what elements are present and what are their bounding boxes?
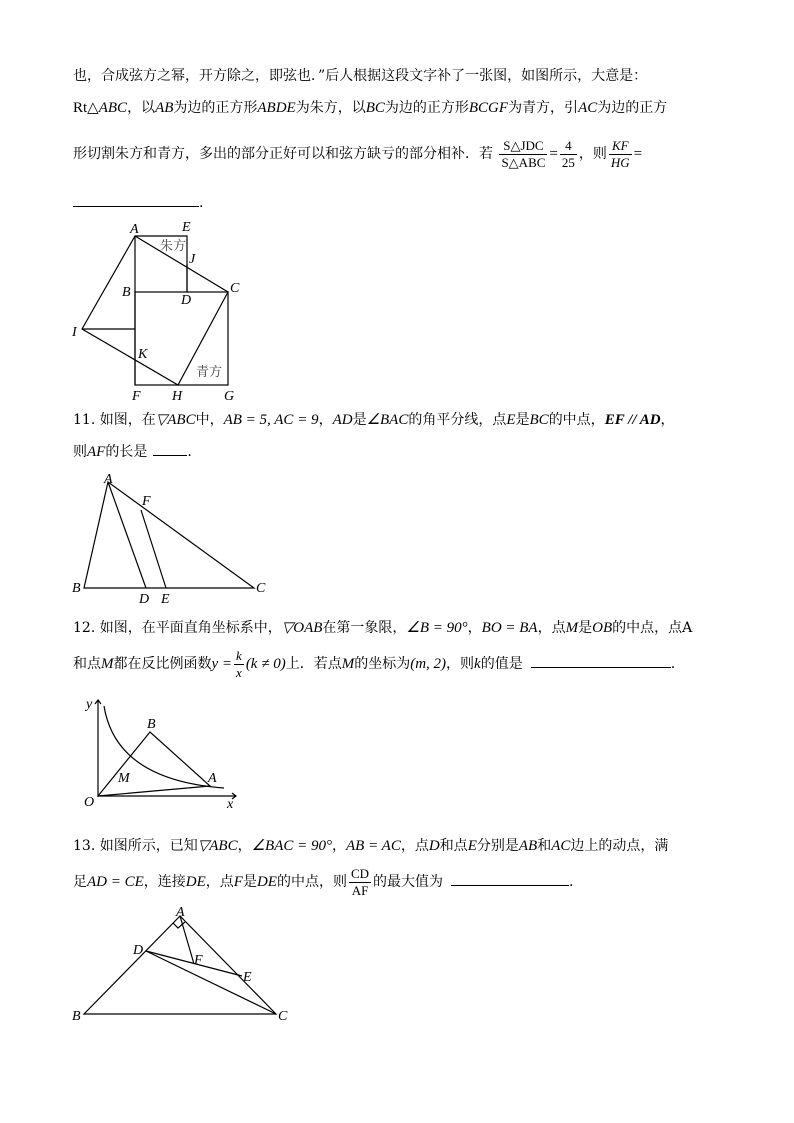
- label-qing: 青方: [196, 365, 223, 380]
- q13-t: 13. 如图所示，已知: [73, 838, 198, 854]
- q12-k: k: [474, 656, 481, 672]
- q11-e: E: [506, 412, 516, 428]
- label-e: E: [243, 970, 252, 985]
- q10-abc: ABC: [98, 100, 128, 116]
- label-g: G: [224, 389, 235, 404]
- segment-ad: [108, 482, 146, 588]
- q12-line-1: [73, 618, 692, 638]
- label-a: A: [208, 771, 217, 786]
- q12-eq: BO = BA: [481, 620, 538, 636]
- frac-den: x: [236, 664, 242, 680]
- q10-line-2: [73, 98, 667, 118]
- q10-t: 形切割朱方和青方，多出的部分正好可以和弦方缺亏的部分相补．若: [73, 146, 493, 162]
- q11-ad: AD: [332, 412, 353, 428]
- q13-de: DE: [185, 874, 206, 890]
- q10-t: 为边的正方: [597, 100, 668, 116]
- answer-blank[interactable]: [73, 192, 199, 207]
- q10-t: 为青方，引: [508, 100, 579, 116]
- equals: =: [633, 146, 643, 162]
- q12-m: M: [341, 656, 355, 672]
- q10-kf-over-hg: [609, 138, 632, 171]
- label-y: y: [86, 697, 93, 712]
- period: .: [569, 874, 574, 890]
- q10-bcgf: BCGF: [468, 100, 509, 116]
- q10-abde: ABDE: [257, 100, 296, 116]
- q13-figure: [66, 902, 306, 1027]
- frac-den: AF: [351, 882, 369, 898]
- label-a: A: [176, 905, 185, 920]
- q10-t: 为边的正方形: [384, 100, 469, 116]
- q13-t: 的中点，则: [276, 874, 347, 890]
- q12-cond: (k ≠ 0): [245, 656, 286, 672]
- q10-four-over-25: [560, 138, 577, 171]
- frac-num: CD: [350, 865, 370, 881]
- q11-triangle: ▽ABC: [155, 412, 196, 428]
- q12-t: 上．若点: [285, 656, 342, 672]
- q11-t: 11. 如图，在: [73, 412, 156, 428]
- q13-t: ，点: [400, 838, 429, 854]
- q10-t: 为朱方，以: [295, 100, 366, 116]
- q12-t: ，则: [446, 656, 475, 672]
- frac-num: KF: [609, 138, 632, 155]
- q13-t: 是: [242, 874, 257, 890]
- label-c: C: [256, 581, 266, 596]
- q13-eq: AB = AC: [346, 838, 401, 854]
- q13-ab: AB: [518, 838, 538, 854]
- q11-af: AF: [87, 444, 106, 460]
- answer-blank[interactable]: [451, 871, 569, 886]
- label-d: D: [139, 592, 150, 607]
- q13-t: 足: [73, 874, 87, 890]
- q13-cond: AD = CE: [87, 874, 144, 890]
- q13-triangle: ▽ABC: [197, 838, 238, 854]
- q10-bc: BC: [365, 100, 385, 116]
- frac-num: k: [236, 647, 242, 663]
- label-a: A: [130, 222, 139, 237]
- q12-t: 12. 如图，在平面直角坐标系中，: [73, 620, 282, 636]
- q13-t: ，点: [205, 874, 234, 890]
- q13-t: ，: [332, 838, 346, 854]
- label-b: B: [147, 717, 156, 732]
- label-i: I: [72, 325, 77, 340]
- q13-t: ，: [237, 838, 252, 854]
- q11-given: AB = 5, AC = 9: [223, 412, 319, 428]
- label-f: F: [132, 389, 141, 404]
- q12-t: ，点: [537, 620, 566, 636]
- q12-k-over-x: [234, 648, 244, 681]
- q13-t: 分别是: [476, 838, 519, 854]
- label-k: K: [138, 347, 148, 362]
- q12-t: 的中点，点A: [612, 620, 693, 636]
- q12-line-2: [73, 646, 675, 682]
- equals: =: [549, 146, 558, 162]
- q11-figure: [66, 470, 286, 610]
- q11-t: 中，: [195, 412, 224, 428]
- q13-t: ，连接: [143, 874, 186, 890]
- label-b: B: [122, 285, 131, 300]
- q10-t: 为边的正方形: [173, 100, 258, 116]
- q11-t: 则: [73, 444, 87, 460]
- q13-t: 和点: [439, 838, 468, 854]
- frac-den: HG: [610, 154, 630, 170]
- q11-t: 的长是: [105, 444, 148, 460]
- frac-num: S△JDC: [499, 138, 547, 155]
- q12-m: M: [565, 620, 579, 636]
- q13-t: 和: [537, 838, 552, 854]
- q11-t: 是: [515, 412, 530, 428]
- answer-blank[interactable]: [153, 441, 187, 456]
- q11-bc: BC: [529, 412, 549, 428]
- label-m: M: [118, 771, 130, 786]
- label-c: C: [278, 1009, 288, 1024]
- q11-parallel: EF // AD: [604, 412, 661, 428]
- q12-ob: OB: [592, 620, 613, 636]
- q12-t: ，: [467, 620, 482, 636]
- period: .: [199, 195, 204, 211]
- q10-text-1: 也，合成弦方之幂，开方除之，即弦也．”后人根据这段文字补了一张图，如图所示，大意是：: [73, 68, 648, 84]
- label-f: F: [194, 953, 203, 968]
- frac-den: 25: [561, 154, 575, 170]
- q11-line-2: [73, 441, 192, 462]
- label-h: H: [172, 389, 183, 404]
- q10-line-3: [73, 136, 642, 172]
- label-e: E: [161, 592, 170, 607]
- q10-ab: AB: [155, 100, 174, 116]
- q12-t: 都在反比例函数: [113, 656, 212, 672]
- label-j: J: [189, 252, 196, 267]
- q12-angle: ∠B = 90°: [406, 620, 468, 636]
- q13-t: 边上的动点，满: [570, 838, 669, 854]
- label-d: D: [181, 293, 192, 308]
- period: .: [670, 656, 676, 672]
- q12-triangle: ▽OAB: [281, 620, 323, 636]
- q12-t: 的值是: [480, 656, 523, 672]
- q11-t: 的角平分线，点: [408, 412, 507, 428]
- q10-figure: [66, 218, 256, 408]
- q11-t: ，: [318, 412, 333, 428]
- label-a: A: [104, 472, 113, 487]
- q11-angle: ∠BAC: [366, 412, 409, 428]
- q11-t: 的中点，: [548, 412, 605, 428]
- triangle-abc: [84, 916, 276, 1014]
- q13-ac: AC: [551, 838, 571, 854]
- label-o: O: [84, 795, 95, 810]
- q12-coord: (m, 2): [410, 656, 447, 672]
- q10-answer-line: [73, 192, 203, 213]
- q13-f: F: [233, 874, 243, 890]
- period: .: [187, 444, 192, 460]
- q12-figure: [76, 692, 246, 818]
- q11-t: ，: [660, 412, 675, 428]
- label-b: B: [72, 581, 81, 596]
- q13-angle: ∠BAC = 90°: [251, 838, 332, 854]
- q13-t: 的最大值为: [373, 874, 444, 890]
- q12-t: 和点: [73, 656, 101, 672]
- label-b: B: [72, 1009, 81, 1024]
- q10-ac: AC: [578, 100, 598, 116]
- frac-den: S△ABC: [501, 154, 546, 170]
- q13-line-1: [73, 836, 668, 856]
- q13-cd-over-af: [349, 866, 371, 899]
- q13-e: E: [467, 838, 477, 854]
- q11-line-1: [73, 410, 675, 430]
- segment-dc: [146, 951, 276, 1014]
- q13-de: DE: [256, 874, 277, 890]
- q12-m: M: [101, 656, 114, 672]
- frac-num: 4: [560, 138, 577, 155]
- q10-line-1: [73, 66, 647, 86]
- label-c: C: [230, 281, 240, 296]
- triangle-abc: [84, 482, 254, 588]
- q12-t: 的坐标为: [354, 656, 411, 672]
- label-x: x: [227, 797, 234, 812]
- label-f: F: [142, 494, 151, 509]
- label-d: D: [133, 943, 144, 958]
- q11-t: 是: [352, 412, 367, 428]
- q12-t: 在第一象限，: [322, 620, 407, 636]
- q13-d: D: [428, 838, 440, 854]
- q13-line-2: [73, 864, 573, 900]
- q10-t: ，以: [127, 100, 156, 116]
- label-zhu: 朱方: [160, 239, 187, 254]
- q10-area-ratio: [499, 138, 547, 171]
- q10-t: ，则: [578, 146, 607, 162]
- q12-y-eq: y =: [211, 656, 233, 672]
- q12-t: 是: [578, 620, 593, 636]
- square-on-ac: [82, 236, 228, 385]
- answer-blank[interactable]: [531, 653, 671, 668]
- triangle-oab: [98, 732, 210, 796]
- q10-rt: Rt△: [73, 100, 99, 116]
- label-e: E: [182, 220, 191, 235]
